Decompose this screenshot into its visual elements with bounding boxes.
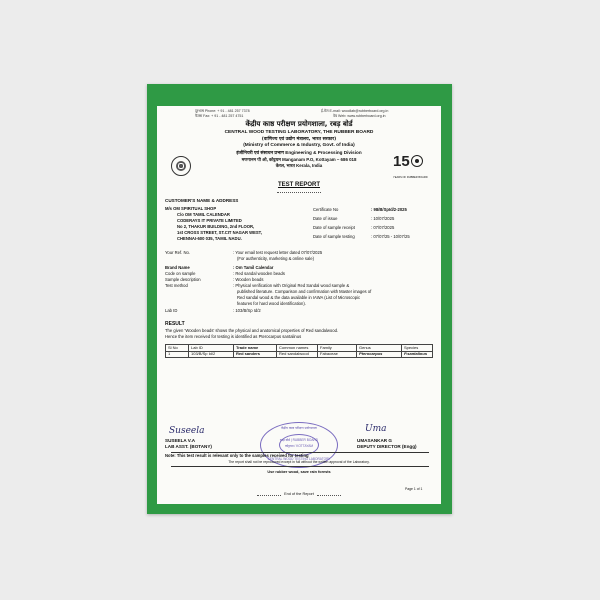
detail-value: : Physical verification with Original Red Sandal wood sample &: [233, 283, 350, 288]
right-signatory-title: DEPUTY DIRECTOR (Engg): [357, 444, 417, 449]
rubber-wood-slogan: Use rubber wood, save rain forests: [267, 470, 331, 474]
left-signature: Suseela: [169, 426, 205, 436]
customer-line: 1st CROSS STREET, ST.CIT NAGAR WEST,: [177, 230, 262, 235]
table-header: Sl No: [166, 345, 189, 352]
table-header: Common names: [277, 345, 318, 352]
detail-value: : Wooden beads: [233, 277, 264, 282]
method-line: Red sandal wood & the data available in IAWA (List of Microscopic: [237, 295, 361, 300]
seal-place-text: कोट्टयम / KOTTAYAM: [284, 444, 314, 448]
certificate-value: : 07/07/2025: [371, 225, 395, 230]
detail-label: Code on sample: [165, 271, 196, 276]
rubber-board-logo-icon: [171, 156, 191, 176]
seal-mid-text: रबड़ बोर्ड | RUBBER BOARD: [279, 438, 319, 442]
certificate-label: Date of issue: [313, 216, 338, 221]
customer-line: M/s OM SPIRITUAL SHOP: [165, 206, 217, 211]
result-heading: RESULT: [165, 321, 185, 327]
customer-line: CHENNAI-600 035, TAMIL NADU.: [177, 236, 242, 241]
end-rule-right: [317, 495, 341, 496]
seal-bottom-text: CENTRAL WOOD TESTING LABORATORY: [267, 457, 331, 461]
phone-text: दूरभाष Phone: + 91 - 481 257 7378: [195, 109, 250, 113]
end-of-report: End of the Report: [284, 492, 314, 496]
table-header-row: [166, 345, 433, 352]
note-bottom-rule: [171, 466, 429, 467]
lab-name: CENTRAL WOOD TESTING LABORATORY, THE RUBBER BOARD: [224, 130, 374, 135]
green-certificate-frame: [147, 84, 452, 514]
email-text: ई-मेल E-mail: woodlab@rubberboard.org.in: [321, 109, 389, 113]
table-header: Trade name: [234, 345, 277, 352]
table-row: [166, 351, 433, 358]
left-signatory-name: SUSEELA V.A: [165, 438, 196, 443]
page-number: Page 1 of 1: [405, 487, 423, 491]
certificate-label: Certificate No: [313, 207, 339, 212]
table-cell: 103/B/Sp Id/2: [189, 351, 234, 358]
lab-id-value: : 103/B/Sp Id/2: [233, 308, 261, 313]
end-rule-left: [257, 495, 281, 496]
fax-text: फैक्स Fax: + 91 - 481 257 4751: [195, 114, 244, 118]
customer-line: CODERAYS IT PRIVATE LIMITED: [177, 218, 242, 223]
right-signature: Uma: [365, 424, 387, 434]
certificate-value: : 10/07/2025: [371, 216, 395, 221]
result-line-1: The given 'Wooden beads' shows the physical and anatomical properties of Red sandalwood.: [165, 328, 339, 333]
ref-label: Your Ref. No.: [165, 250, 190, 255]
note-text: Note: This test result is relevant only to the samples received for testing: [165, 453, 309, 458]
seal-top-text: केंद्रीय काष्ठ परीक्षण प्रयोगशाला: [281, 426, 317, 430]
svg-text:15: 15: [393, 153, 410, 170]
table-cell: Red sanders: [234, 351, 277, 358]
result-line-2: Hence the item received for testing is identified as Pterocarpus santalinus: [165, 334, 302, 339]
ref-value: : Your email test request letter dated 07/07/2025: [233, 250, 323, 255]
table-cell: Red sandalwood: [277, 351, 318, 358]
reproduce-text: The report shall not be reproduced except in full without the written approval of the Laboratory.: [228, 460, 370, 464]
certificate-label: Date of sample testing: [313, 234, 355, 239]
table-header: Family: [318, 345, 357, 352]
detail-label: Test method: [165, 283, 188, 288]
lab-id-label: Lab ID: [165, 308, 178, 313]
title-divider: [277, 192, 321, 193]
address-line-1: मणगानम पी ओ, कोट्टयम Manganam P.O, Kottayam – 686 018: [241, 157, 357, 162]
seventy-five-years-emblem-icon: [393, 152, 427, 176]
customer-heading: CUSTOMER'S NAME & ADDRESS: [165, 198, 239, 203]
identification-table: [165, 344, 433, 358]
table-cell: 1: [166, 351, 189, 358]
ref-sub: (For authenticity, marketing & online sale): [237, 256, 314, 261]
table-cell: P.santalinus: [402, 351, 433, 358]
web-text: वेब Web: www.rubberboard.org.in: [333, 114, 386, 118]
emblem-caption: YEARS OF RUBBER BOARD: [393, 176, 428, 179]
method-line: published literature. Comparison and confirmation with Master images of: [237, 289, 372, 294]
hindi-lab-title: केंद्रीय काष्ठ परीक्षण प्रयोगशाला, रबड़ बोर्ड: [245, 120, 353, 128]
method-line: features for hard wood identification).: [237, 301, 306, 306]
report-title: TEST REPORT: [277, 182, 320, 188]
certificate-value: : 07/07/25 - 10/07/25: [371, 234, 410, 239]
address-line-2: केरल, भारत Kerala, India: [275, 163, 323, 168]
ministry-text: (Ministry of Commerce & Industry, Govt. of India): [243, 143, 355, 148]
detail-value: : Om Tamil Calendar: [233, 265, 274, 270]
table-header: Genus: [357, 345, 402, 352]
certificate-label: Date of sample receipt: [313, 225, 355, 230]
detail-label: Brand Name: [165, 265, 190, 270]
table-header: Lab ID: [189, 345, 234, 352]
customer-line: No 2, THAKUR BUILDING, 2nd FLOOR,: [177, 224, 255, 229]
hindi-ministry: (वाणिज्य एवं उद्योग मंत्रालय, भारत सरकार): [261, 137, 337, 142]
detail-label: Sample description: [165, 277, 201, 282]
table-cell: Pterocarpus: [357, 351, 402, 358]
certificate-value: : 98/B/SpId/2-2025: [371, 207, 407, 212]
division-text: इंजीनियरी एवं संसाधन प्रभाग Engineering & Processing Division: [236, 150, 362, 155]
table-header: Species: [402, 345, 433, 352]
test-report-document: [157, 106, 441, 504]
left-signatory-title: LAB ASST. (BOTANY): [165, 444, 212, 449]
detail-value: : Red sandal wooden beads: [233, 271, 285, 276]
table-cell: Fabaceae: [318, 351, 357, 358]
right-signatory-name: UMASANKAR G: [357, 438, 392, 443]
customer-line: C/o OM TAMIL CALENDAR: [177, 212, 230, 217]
